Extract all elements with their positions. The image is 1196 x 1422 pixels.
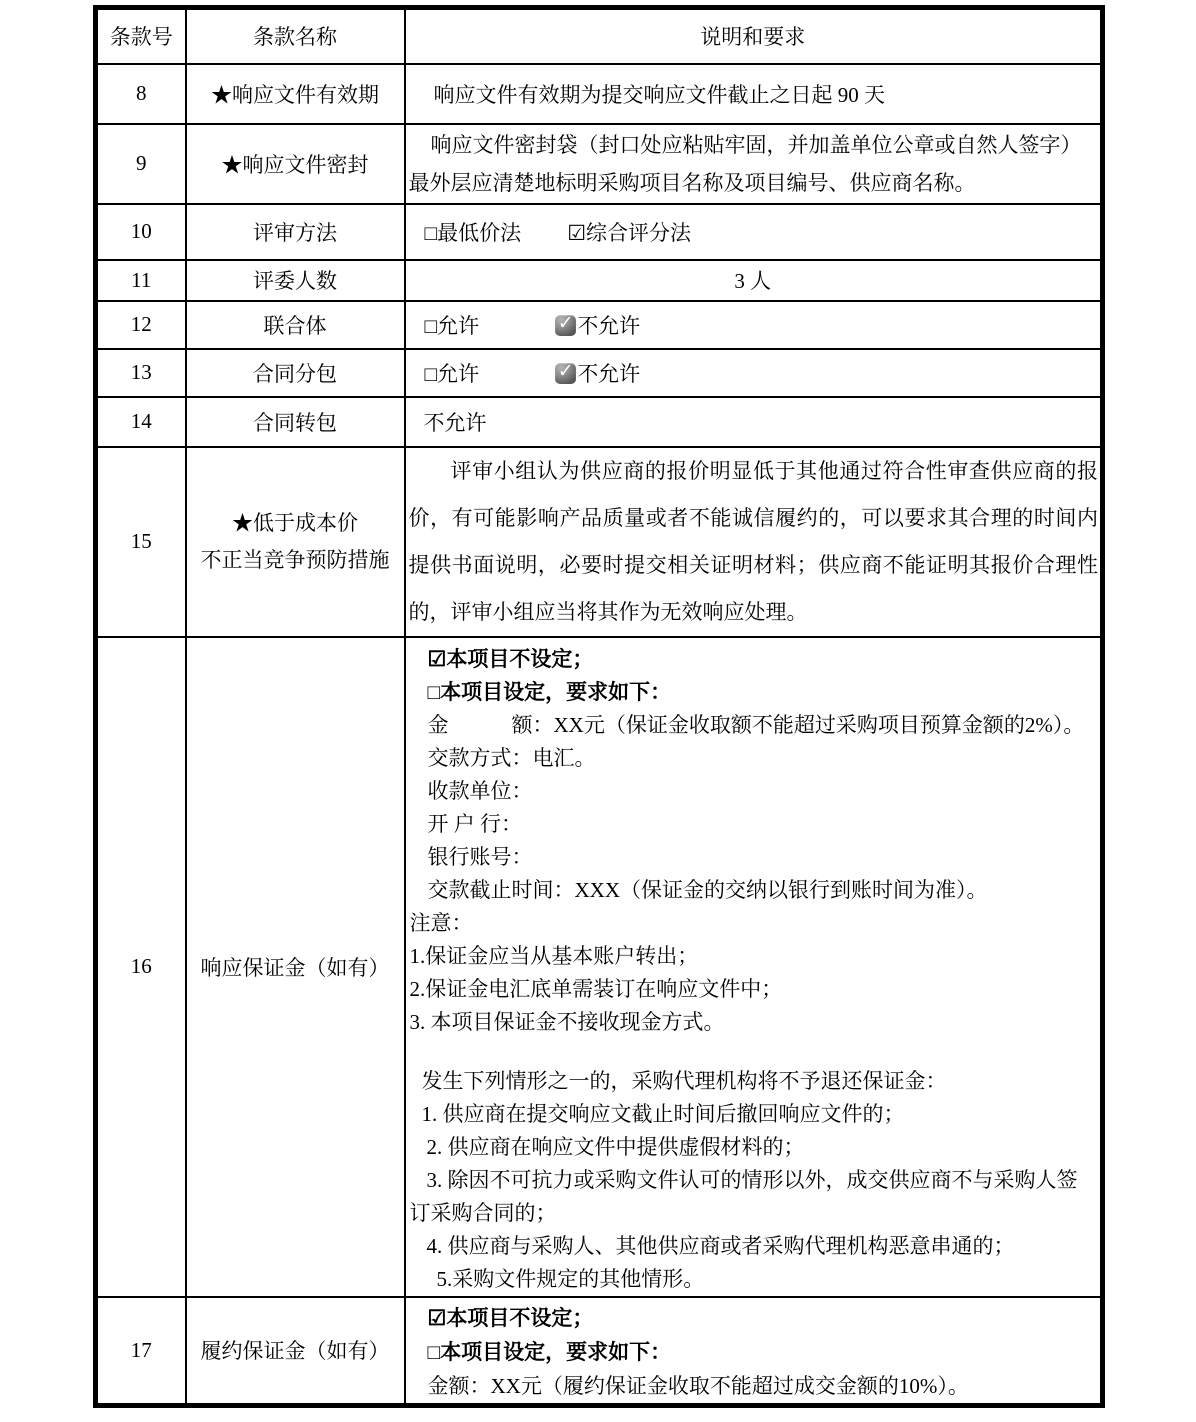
clause-no: 17 [96,1297,186,1406]
clause-row-14 [96,397,1103,447]
clause-row-17 [96,1297,1103,1406]
desc-line: 开 户 行： [427,811,522,836]
clause-name: 合同分包 [186,349,405,397]
checked-checkbox-icon [555,363,576,384]
clause-no: 12 [96,301,186,349]
clause-desc-cell [405,637,1103,1297]
options-line [406,358,1101,388]
clause-no: 8 [96,64,186,124]
desc-line: 金 额：XX元（保证金收取额不能超过采购项目预算金额的2%）。 [427,712,1085,737]
clause-row-15 [96,447,1103,637]
clause-desc-cell [405,397,1103,447]
option-unchecked: □最低价法 [424,220,522,245]
clause-desc: 响应文件有效期为提交响应文件截止之日起 90 天 [433,82,885,107]
clause-name: 履约保证金（如有） [186,1297,405,1406]
option-checked: ☑综合评分法 [567,220,692,245]
blank-line [410,1039,1099,1065]
clause-no: 15 [96,447,186,637]
header-clause-name: 条款名称 [186,8,405,64]
desc-line: 注意： [409,910,473,935]
clause-row-8 [96,64,1103,124]
clause-row-13 [96,349,1103,397]
clause-name: 响应保证金（如有） [186,637,405,1297]
clause-row-11 [96,260,1103,301]
clause-name-line: 不正当竞争预防措施 [200,547,390,572]
clause-name: ★响应文件密封 [186,124,405,204]
options-line [406,310,1101,340]
clause-row-16 [96,637,1103,1297]
clause-desc-cell [405,124,1103,204]
option-checked-label: 不允许 [577,313,641,338]
option-unchecked-line: □本项目设定，要求如下： [427,1339,672,1364]
desc-line: 金额：XX元（履约保证金收取不能超过成交金额的10%）。 [427,1373,969,1398]
desc-line: 收款单位： [427,778,533,803]
desc-line: 5.采购文件规定的其他情形。 [436,1266,705,1291]
clause-name-line: ★低于成本价 [232,510,358,535]
header-description: 说明和要求 [405,8,1103,64]
option-unchecked: □允许 [424,361,480,386]
clause-desc-cell [405,64,1103,124]
desc-line: 2.保证金电汇底单需装订在响应文件中； [409,976,783,1001]
clause-name: 合同转包 [186,397,405,447]
clause-no: 13 [96,349,186,397]
option-checked-line: ☑本项目不设定； [427,1305,594,1330]
desc-line: 3. 本项目保证金不接收现金方式。 [409,1009,725,1034]
clause-name: ★响应文件有效期 [186,64,405,124]
clause-row-10 [96,204,1103,260]
desc-line: 4. 供应商与采购人、其他供应商或者采购代理机构恶意串通的； [426,1233,1015,1258]
header-clause-no: 条款号 [96,8,186,64]
clause-no: 11 [96,260,186,301]
clause-no: 9 [96,124,186,204]
desc-line: 发生下列情形之一的，采购代理机构将不予退还保证金： [421,1068,947,1093]
clause-desc-cell [405,1297,1103,1406]
clause-desc-cell [405,349,1103,397]
clause-row-12 [96,301,1103,349]
desc-line: 银行账号： [427,844,533,869]
clause-name: 评委人数 [186,260,405,301]
desc-line: 响应文件密封袋（封口处应粘贴牢固，并加盖单位公章或自然人签字） [430,132,1082,157]
clause-desc: 评审小组认为供应商的报价明显低于其他通过符合性审查供应商的报价，有可能影响产品质量或者不能诚信履约的，可以要求其合理的时间内提供书面说明，必要时提交相关证明材料；供应商不能证明其报价合理性的，评审小组应当将其作为无效响应处理。 [408,458,1098,624]
clause-desc [406,126,1101,202]
option-unchecked: □允许 [424,313,480,338]
clause-value: 3 人 [405,260,1103,301]
clause-desc [406,1298,1101,1403]
desc-line: 交款截止时间：XXX（保证金的交纳以银行到账时间为准）。 [427,877,988,902]
clause-desc [406,638,1101,1296]
desc-line: 最外层应清楚地标明采购项目名称及项目编号、供应商名称。 [408,170,976,195]
desc-line: 1. 供应商在提交响应文截止时间后撤回响应文件的； [421,1101,905,1126]
clause-name: 联合体 [186,301,405,349]
clause-desc-cell [405,301,1103,349]
option-unchecked-line: □本项目设定，要求如下： [427,679,672,704]
options-line [406,217,1101,247]
clause-no: 10 [96,204,186,260]
desc-line: 3. 除因不可抗力或采购文件认可的情形以外，成交供应商不与采购人签订采购合同的； [409,1167,1078,1225]
desc-line: 1.保证金应当从基本账户转出； [409,943,699,968]
option-checked-label: 不允许 [577,361,641,386]
desc-line: 2. 供应商在响应文件中提供虚假材料的； [426,1134,805,1159]
clause-desc-cell [405,204,1103,260]
table-header-row [96,8,1103,64]
clause-no: 14 [96,397,186,447]
clause-desc-cell [405,447,1103,637]
clause-name: 评审方法 [186,204,405,260]
option-checked-line: ☑本项目不设定； [427,646,594,671]
clause-name [186,447,405,637]
clause-value: 不允许 [423,410,487,435]
clause-no: 16 [96,637,186,1297]
checked-checkbox-icon [555,315,576,336]
desc-line: 交款方式：电汇。 [427,745,596,770]
clause-row-9 [96,124,1103,204]
clauses-table [93,5,1105,1408]
